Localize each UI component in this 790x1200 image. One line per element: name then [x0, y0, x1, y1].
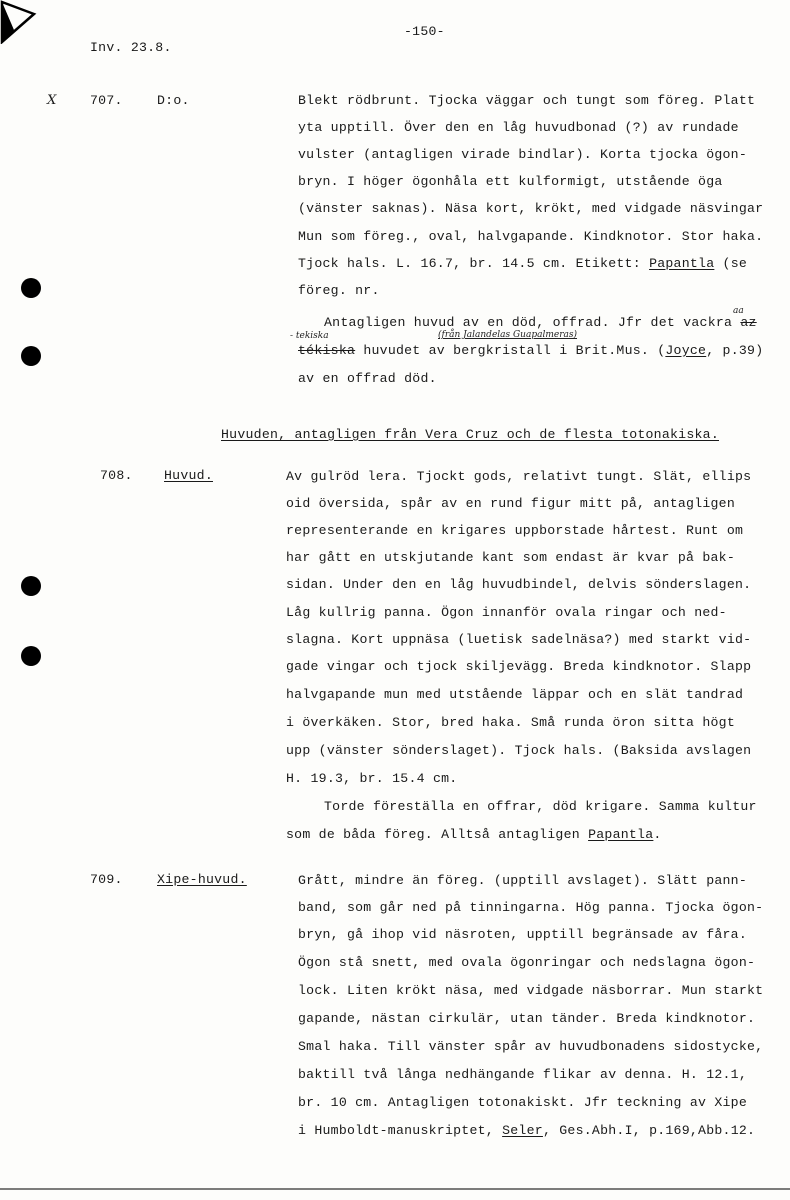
entry-707-line: Blekt rödbrunt. Tjocka väggar och tungt som föreg. Platt: [298, 93, 756, 108]
entry-708-line: har gått en utskjutande kant som endast är kvar på bak-: [286, 550, 736, 565]
entry-709-line: baktill två långa nedhängande flikar av denna. H. 12.1,: [298, 1067, 748, 1082]
entry-708-number: 708.: [100, 468, 133, 483]
entry-709-last-line: [298, 1123, 755, 1139]
entry-708-line: i överkäken. Stor, bred haka. Små runda öron sitta högt: [286, 715, 736, 730]
entry-709-line: band, som går ned på tinningarna. Hög panna. Tjocka ögon-: [298, 900, 764, 915]
entry-708-line: oid översida, spår av en rund figur mitt på, antagligen: [286, 496, 736, 511]
punch-hole-icon: [21, 278, 41, 298]
etikett-value: Papantla: [649, 256, 715, 271]
entry-709-line: br. 10 cm. Antagligen totonakiskt. Jfr teckning av Xipe: [298, 1095, 748, 1110]
entry-708-line: Låg kullrig panna. Ögon innanför ovala ringar och ned-: [286, 605, 727, 620]
entry-707-line: (vänster saknas). Näsa kort, krökt, med vidgade näsvingar: [298, 201, 764, 216]
entry-709-label: Xipe-huvud.: [157, 872, 247, 887]
entry-709-line: bryn, gå ihop vid näsroten, upptill begränsade av fåra.: [298, 927, 748, 942]
entry-707-line: bryn. I höger ögonhåla ett kulformigt, utstående öga: [298, 174, 723, 189]
entry-709-line: lock. Liten krökt näsa, med vidgade näsborrar. Mun starkt: [298, 983, 764, 998]
note-text: i Humboldt-manuskriptet,: [298, 1123, 494, 1138]
entry-707-line: Tjock hals. L. 16.7, br. 14.5 cm. Etikett:: [298, 256, 641, 271]
entry-707-line: vulster (antagligen virade bindlar). Korta tjocka ögon-: [298, 147, 748, 162]
punch-hole-icon: [21, 646, 41, 666]
entry-708-line: slagna. Kort uppnäsa (luetisk sadelnäsa?) med starkt vid-: [286, 632, 752, 647]
note-text: , Ges.Abh.I, p.169,Abb.12.: [542, 1123, 756, 1138]
note-text: .: [653, 827, 662, 842]
entry-707-label: D:o.: [157, 93, 190, 108]
entry-709-line: Ögon stå snett, med ovala ögonringar och nedslagna ögon-: [298, 955, 756, 970]
section-heading: Huvuden, antagligen från Vera Cruz och de flesta totonakiska.: [221, 427, 719, 442]
entry-707-line: yta upptill. Över den en låg huvudbonad (?) av rundade: [298, 120, 739, 135]
entry-707-etikett-line: [298, 256, 747, 272]
note-text: , p.39): [706, 343, 764, 358]
entry-707-line: Mun som föreg., oval, halvgapande. Kindknotor. Stor haka.: [298, 229, 764, 244]
page-number: -150-: [404, 24, 445, 39]
entry-708-line: Av gulröd lera. Tjockt gods, relativt tungt. Slät, ellips: [286, 469, 752, 484]
entry-707-number: 707.: [90, 93, 123, 108]
margin-mark: X: [47, 93, 57, 108]
note-struck-text: tékiska: [298, 343, 356, 358]
entry-707-line-after: föreg. nr.: [298, 283, 380, 298]
entry-709-line: gapande, nästan cirkulär, utan tänder. Breda kindknotor.: [298, 1011, 756, 1026]
scan-bottom-edge: [0, 1188, 790, 1190]
etikett-suffix: (se: [722, 256, 748, 271]
note-struck-text: az: [740, 315, 757, 330]
entry-707-note-line: av en offrad död.: [298, 371, 437, 386]
entry-707-note-line: [298, 343, 763, 359]
reference-joyce: Joyce: [665, 343, 707, 358]
entry-709-number: 709.: [90, 872, 123, 887]
entry-708-line: halvgapande mun med utstående läppar och en slät tandrad: [286, 687, 744, 702]
entry-708-note-line: Torde föreställa en offrar, död krigare. Samma kultur: [324, 799, 757, 814]
entry-708-line: sidan. Under den en låg huvudbindel, delvis sönderslagen.: [286, 577, 752, 592]
reference-papantla: Papantla: [588, 827, 654, 842]
note-text: Antagligen huvud av en död, offrad. Jfr det vackra: [324, 315, 733, 330]
punch-hole-icon: [21, 346, 41, 366]
entry-707-note-line: [324, 315, 757, 331]
entry-708-line: representerande en krigares uppborstade hårtest. Runt om: [286, 523, 744, 538]
entry-708-note-line: [286, 827, 662, 843]
entry-709-line: Grått, mindre än föreg. (upptill avslaget). Slätt pann-: [298, 873, 748, 888]
note-text: huvudet av bergkristall i Brit.Mus. (: [363, 343, 666, 358]
entry-708-line: H. 19.3, br. 15.4 cm.: [286, 771, 458, 786]
entry-708-line: gade vingar och tjock skiljevägg. Breda kindknotor. Slapp: [286, 659, 752, 674]
handwritten-insert: - tekiska: [290, 331, 329, 341]
punch-hole-icon: [21, 576, 41, 596]
handwritten-insert-2: (från Jalandelas Guapalmeras): [438, 330, 578, 340]
entry-708-label: Huvud.: [164, 468, 213, 483]
note-text: som de båda föreg. Alltså antagligen: [286, 827, 580, 842]
reference-seler: Seler: [502, 1123, 543, 1138]
entry-708-line: upp (vänster sönderslaget). Tjock hals. (Baksida avslagen: [286, 743, 752, 758]
entry-709-line: Smal haka. Till vänster spår av huvudbonadens sidostycke,: [298, 1039, 764, 1054]
page-corner-mark-icon: [0, 0, 40, 44]
inventory-number: Inv. 23.8.: [90, 40, 172, 55]
handwritten-above: aa: [733, 306, 744, 316]
